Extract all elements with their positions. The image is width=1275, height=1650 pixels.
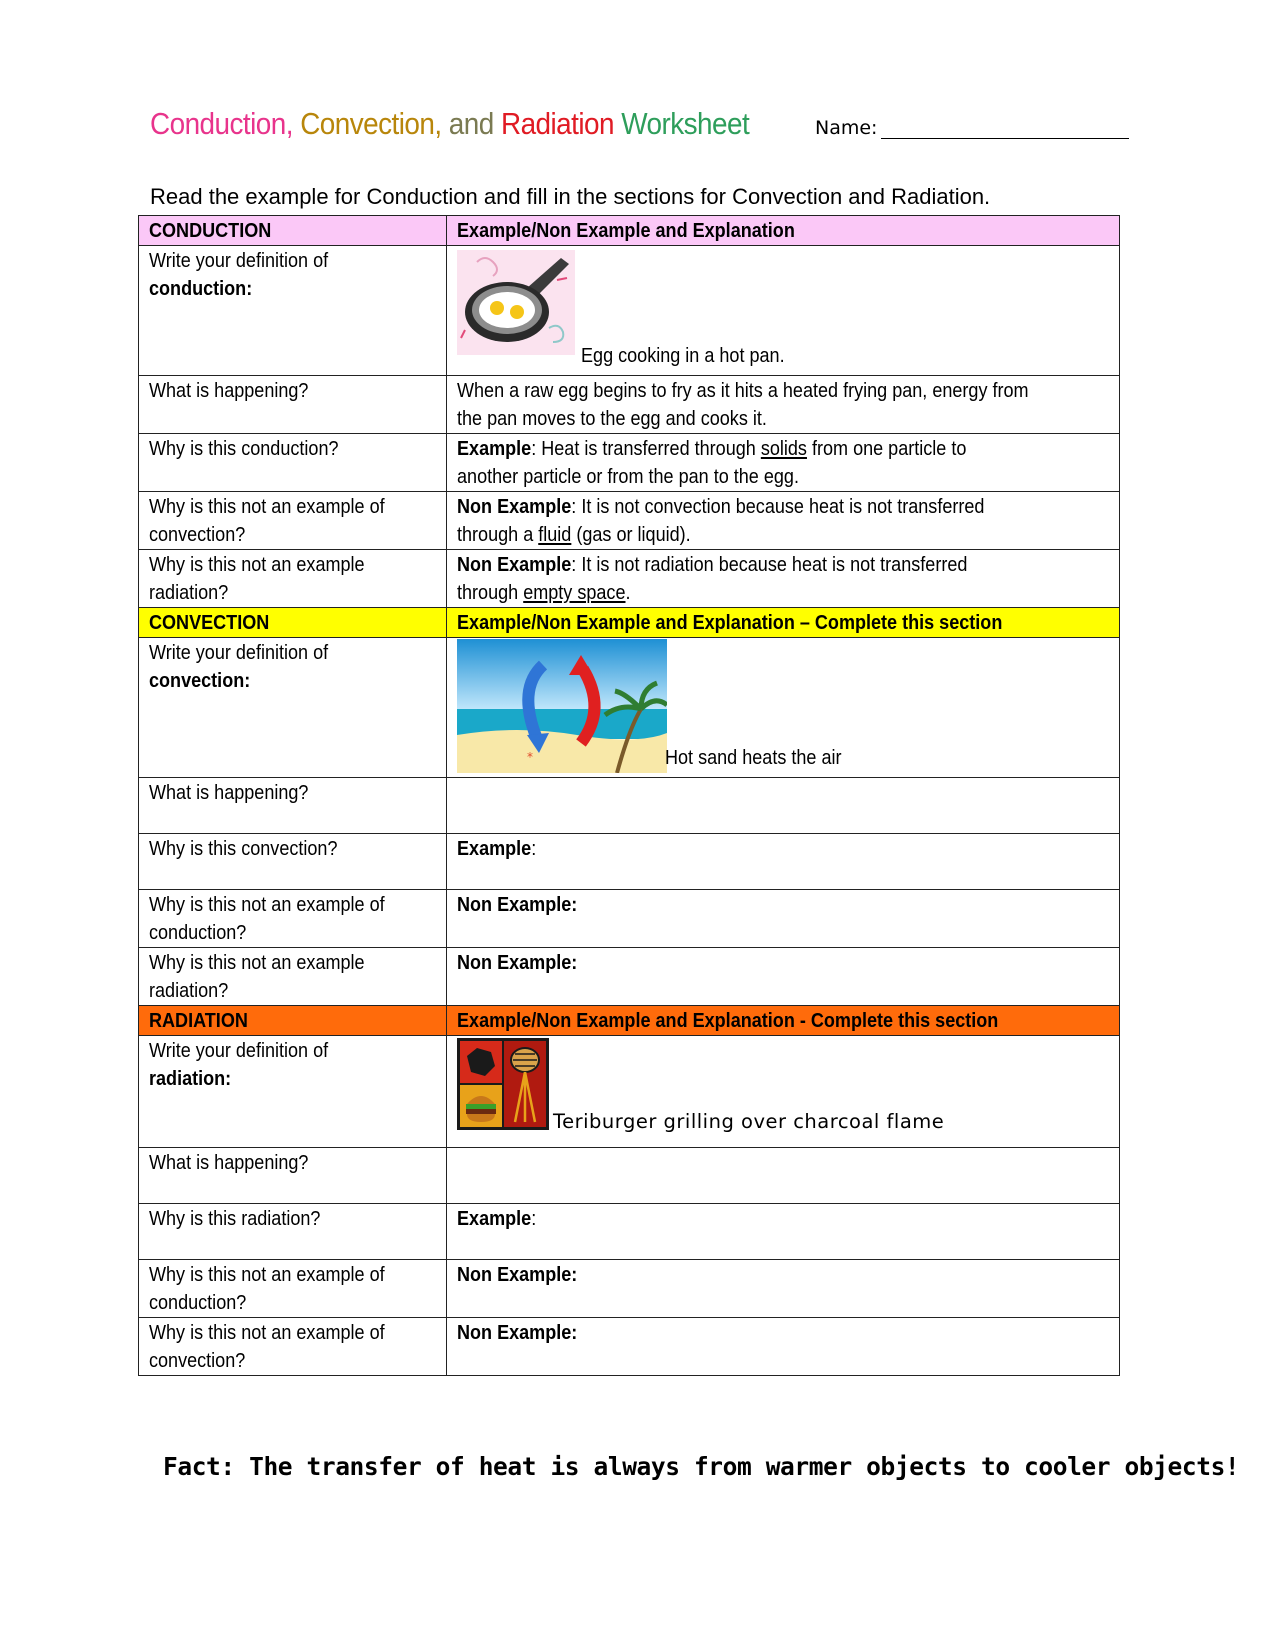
- conduction-header-right: Example/Non Example and Explanation: [447, 216, 1120, 246]
- convection-not-conduction-row: [139, 890, 1120, 948]
- title-worksheet: Worksheet: [621, 106, 750, 141]
- instructions: Read the example for Conduction and fill in the sections for Convection and Radiation.: [150, 184, 991, 209]
- name-blank-line[interactable]: [881, 138, 1129, 139]
- conduction-not-convection-answer: Non Example: It is not convection because heat is not transferred through a fluid (gas or liquid).: [447, 492, 1120, 550]
- radiation-happening-question: What is happening?: [139, 1148, 447, 1204]
- convection-definition-row: [139, 638, 1120, 778]
- conduction-not-radiation-answer: Non Example: It is not radiation because heat is not transferred through empty space.: [447, 550, 1120, 608]
- radiation-not-convection-question: Why is this not an example of convection?: [139, 1318, 447, 1376]
- radiation-not-conduction-row: [139, 1260, 1120, 1318]
- convection-not-conduction-answer[interactable]: Non Example:: [447, 890, 1120, 948]
- convection-image-caption: Hot sand heats the air: [665, 746, 842, 769]
- radiation-header-right: Example/Non Example and Explanation - Complete this section: [447, 1006, 1120, 1036]
- conduction-example-cell: [447, 246, 1120, 376]
- title-and: and: [448, 106, 494, 141]
- radiation-not-conduction-question: Why is this not an example of conduction?: [139, 1260, 447, 1318]
- radiation-why-answer[interactable]: Example:: [447, 1204, 1120, 1260]
- conduction-header-left: CONDUCTION: [139, 216, 447, 246]
- conduction-not-convection-question: Why is this not an example of convection?: [139, 492, 447, 550]
- conduction-happening-answer: When a raw egg begins to fry as it hits a heated frying pan, energy from the pan moves to the egg and cooks it.: [447, 376, 1120, 434]
- radiation-image-caption: Teriburger grilling over charcoal flame: [553, 1110, 945, 1133]
- fact-statement: Fact: The transfer of heat is always from warmer objects to cooler objects!: [163, 1452, 1240, 1481]
- convection-not-radiation-answer[interactable]: Non Example:: [447, 948, 1120, 1006]
- worksheet-table: [138, 215, 1120, 1376]
- radiation-definition-prompt: Write your definition of radiation:: [139, 1036, 447, 1148]
- convection-not-radiation-question: Why is this not an example radiation?: [139, 948, 447, 1006]
- name-label: Name:: [815, 117, 878, 139]
- title-radiation: Radiation: [500, 106, 614, 141]
- radiation-not-convection-answer[interactable]: Non Example:: [447, 1318, 1120, 1376]
- convection-example-cell: [447, 638, 1120, 778]
- conduction-not-radiation-question: Why is this not an example radiation?: [139, 550, 447, 608]
- radiation-header-left: RADIATION: [139, 1006, 447, 1036]
- convection-why-row: [139, 834, 1120, 890]
- convection-header-left: CONVECTION: [139, 608, 447, 638]
- beach-convection-icon: [457, 639, 667, 773]
- convection-why-answer[interactable]: Example:: [447, 834, 1120, 890]
- conduction-why-row: [139, 434, 1120, 492]
- convection-header-right: Example/Non Example and Explanation – Complete this section: [447, 608, 1120, 638]
- svg-text:*: *: [527, 750, 533, 764]
- convection-why-question: Why is this convection?: [139, 834, 447, 890]
- conduction-happening-question: What is happening?: [139, 376, 447, 434]
- convection-definition-prompt: Write your definition of convection:: [139, 638, 447, 778]
- frying-pan-egg-icon: [457, 250, 575, 355]
- convection-not-conduction-question: Why is this not an example of conduction?: [139, 890, 447, 948]
- convection-happening-answer[interactable]: [447, 778, 1120, 834]
- convection-header-row: [139, 608, 1120, 638]
- radiation-not-convection-row: [139, 1318, 1120, 1376]
- radiation-header-row: [139, 1006, 1120, 1036]
- radiation-definition-row: [139, 1036, 1120, 1148]
- radiation-example-cell: [447, 1036, 1120, 1148]
- conduction-definition-prompt: Write your definition of conduction:: [139, 246, 447, 376]
- conduction-not-convection-row: [139, 492, 1120, 550]
- conduction-header-row: [139, 216, 1120, 246]
- radiation-why-row: [139, 1204, 1120, 1260]
- radiation-happening-row: [139, 1148, 1120, 1204]
- convection-not-radiation-row: [139, 948, 1120, 1006]
- radiation-why-question: Why is this radiation?: [139, 1204, 447, 1260]
- conduction-why-answer: Example: Heat is transferred through solids from one particle to another particle or from the pan to the egg.: [447, 434, 1120, 492]
- title-convection: Convection,: [300, 106, 442, 141]
- convection-happening-row: [139, 778, 1120, 834]
- conduction-happening-row: [139, 376, 1120, 434]
- convection-happening-question: What is happening?: [139, 778, 447, 834]
- grill-burger-icon: [457, 1038, 549, 1130]
- worksheet-title: [150, 106, 749, 142]
- radiation-not-conduction-answer[interactable]: Non Example:: [447, 1260, 1120, 1318]
- radiation-happening-answer[interactable]: [447, 1148, 1120, 1204]
- conduction-image-caption: Egg cooking in a hot pan.: [581, 344, 785, 367]
- conduction-not-radiation-row: [139, 550, 1120, 608]
- conduction-definition-row: [139, 246, 1120, 376]
- title-row: [150, 100, 1130, 150]
- conduction-why-question: Why is this conduction?: [139, 434, 447, 492]
- title-conduction: Conduction,: [150, 106, 293, 141]
